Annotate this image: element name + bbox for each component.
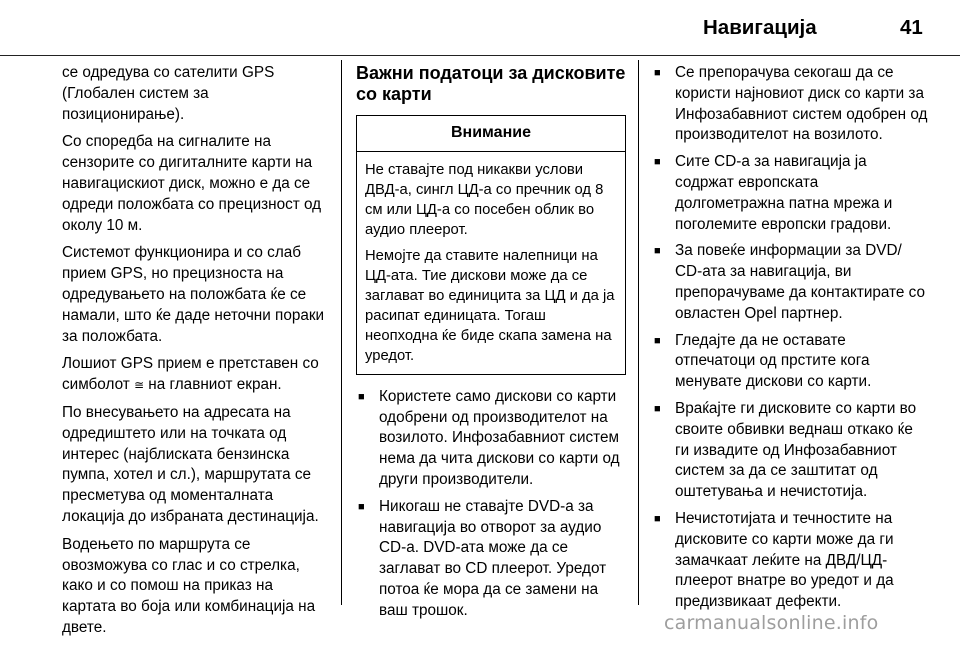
paragraph-poor-gps-symbol: [62, 354, 330, 396]
paragraph-route-guidance: Водењето по маршрута се овозможува со глас и со стрелка, како и со помош на приказ на картата во боја или комбинација на двете.: [62, 535, 316, 636]
header-rule: [0, 55, 960, 56]
list-item: ■ Никогаш не ставајте DVD-а за навигација во отворот за аудио CD-а. DVD-ата може да се заглават во CD плеерот. Уредот потоа ќе мора да се замени на ваш трошок.: [356, 497, 626, 622]
paragraph-weak-reception: Системот функционира и со слаб прием GPS, но прецизноста на одредувањето на положбата ќе се намали, што ќе даде неточни пораки за положбата.: [62, 244, 325, 345]
text-column-3: [652, 63, 928, 619]
paragraph-gps-satellites: се одредува со сателити GPS (Глобален систем за позиционирање).: [62, 64, 275, 123]
paragraph-text-before-icon: Лошиот GPS прием е претставен со симболот: [62, 355, 319, 394]
list-item: ■ За повеќе информации за DVD/ CD-ата за навигација, ви препорачуваме да контактирате со овластен Opel партнер.: [652, 241, 928, 324]
warning-box: [356, 115, 626, 375]
text-column-2: [356, 63, 626, 628]
page-header-title: Навигација: [703, 16, 817, 39]
text-column-1: [62, 63, 330, 646]
list-item: ■ Нечистотијата и течностите на дисковите со карти може да ги замачкаат леќите на ДВД/ЦД- плеерот внатре во уредот и да предизвикаат дефекти.: [652, 509, 928, 613]
warning-paragraph: Немојте да ставите налепници на ЦД-ата. Тие дискови може да се заглават во единицита за ЦД и да ја расипат единицата. Тогаш неопходна ќе биде скапа замена на уредот.: [365, 247, 615, 364]
warning-title: Внимание: [357, 116, 625, 152]
list-item: ■ Се препорачува секогаш да се користи најновиот диск со карти за Инфозабавниот систем одобрен од производителот на возилото.: [652, 63, 928, 146]
list-item: ■ Враќајте ги дисковите со карти во своите обвивки веднаш откако ќе ги извадите од Инфозабавниот систем за да се заштитат од оштетувања и нечистотија.: [652, 399, 928, 503]
gps-off-icon: ≅: [134, 378, 145, 393]
paragraph-sensor-comparison: Со споредба на сигналите на сензорите со дигиталните карти на навигацискиот диск, можно е да се одреди положбата со прецизност од околу 10 м.: [62, 133, 322, 234]
bullet-list: [652, 63, 928, 613]
list-item: ■ Сите CD-а за навигација ја содржат европската долгометражна патна мрежа и поголемите европски градови.: [652, 152, 928, 235]
paragraph-text-after-icon: на главниот екран.: [144, 376, 282, 394]
column-divider-1: [341, 60, 342, 605]
list-item: ■ Гледајте да не оставате отпечатоци од прстите кога менувате дискови со карти.: [652, 331, 928, 393]
column-divider-2: [638, 60, 639, 605]
warning-body: [357, 152, 625, 374]
warning-paragraph: Не ставајте под никакви услови ДВД-а, сингл ЦД-а со пречник од 8 см или ЦД-а со посебен облик во аудио плеерот.: [365, 161, 604, 238]
watermark: carmanualsonline.info: [664, 612, 879, 634]
paragraph-route-calculation: По внесувањето на адресата на одредиштето или на точката од интерес (најблиската бензинска пумпа, хотел и сл.), маршрутата се пресметува од моменталната локација до избраната дестинација.: [62, 403, 319, 525]
list-item: ■ Користете само дискови со карти одобрени од производителот на возилото. Инфозабавниот систем нема да чита дискови со карти од други производители.: [356, 387, 626, 491]
page-number: 41: [900, 16, 923, 39]
bullet-list: [356, 387, 626, 622]
section-heading-map-discs: Важни податоци за дисковите со карти: [356, 63, 626, 104]
